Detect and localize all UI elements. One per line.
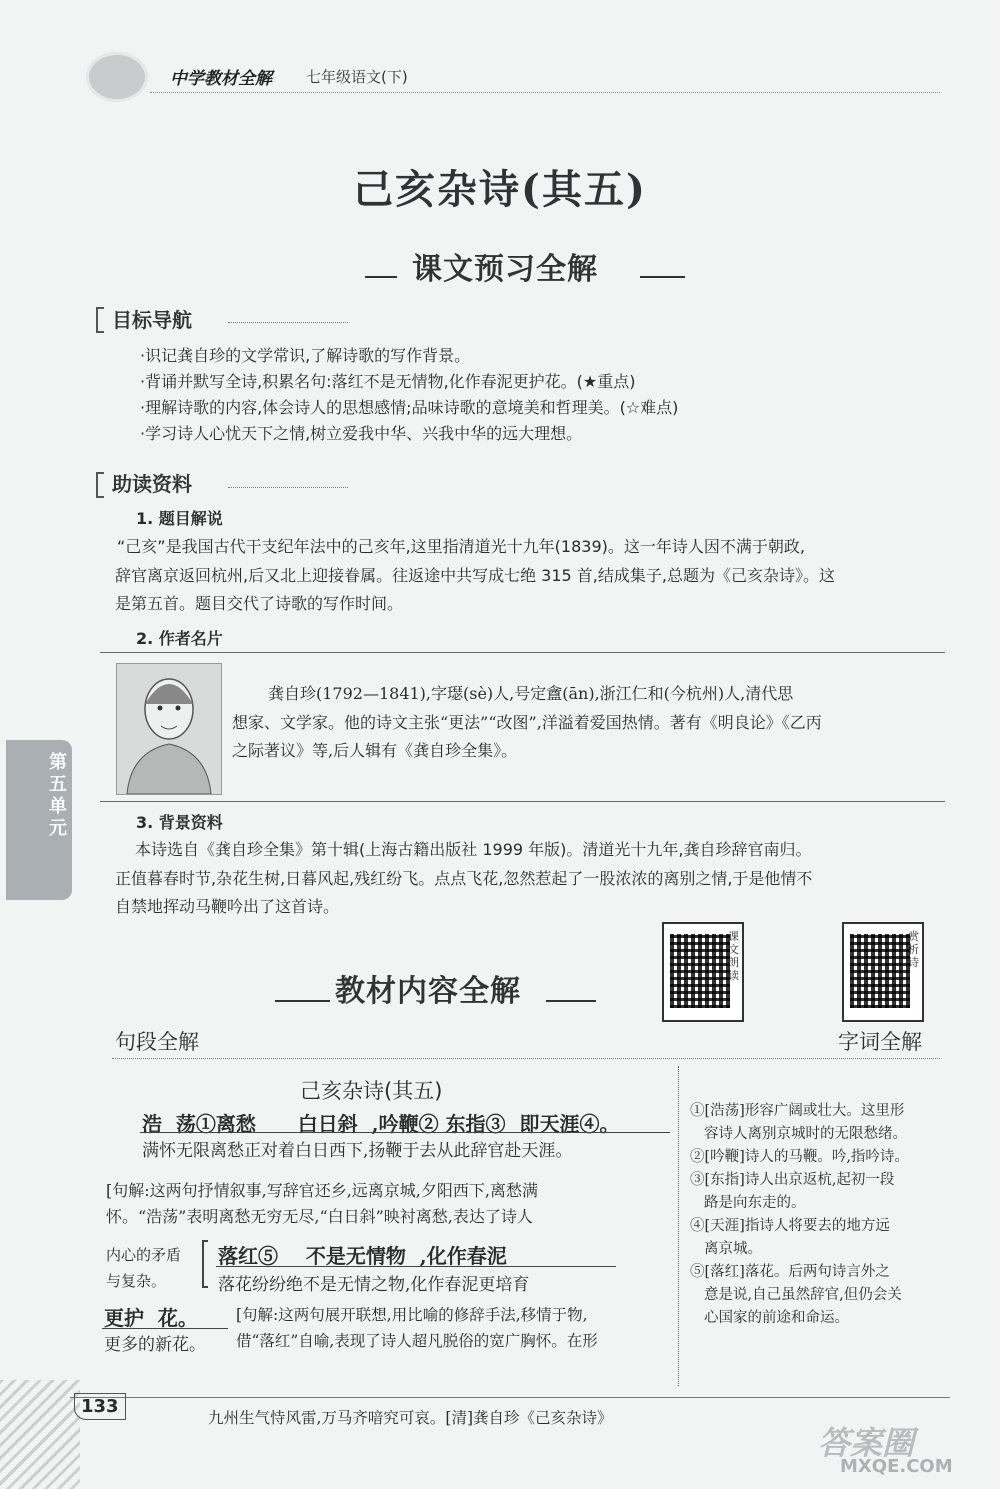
paragraph-line: 正值暮春时节,杂花生树,日暮风起,残红纷飞。点点飞花,忽然惹起了一股浓浓的离别之情,于是他情不 <box>115 868 813 888</box>
paragraph-line: 自禁地挥动马鞭吟出了这首诗。 <box>115 897 340 916</box>
note-line: 借“落红”自喻,表现了诗人超凡脱俗的宽广胸怀。在形 <box>236 1332 598 1350</box>
qr-label: 课文朗读 <box>728 930 739 982</box>
poem-line: 浩 荡①离愁 白日斜 ,吟鞭② 东指③ 即天涯④。 <box>142 1112 620 1136</box>
reading-heading: 助读资料 <box>112 472 192 496</box>
watermark-url: MXQE.COM <box>840 1456 953 1477</box>
poem-line: 更护 花。 <box>104 1306 198 1330</box>
background-info <box>115 836 955 922</box>
note-line: 怀。“浩荡”表明离愁无穷无尽,“白日斜”映衬离愁,表达了诗人 <box>106 1207 533 1226</box>
paragraph-line: 辞官离京返回杭州,后又北上迎接眷属。往返途中共写成七绝 315 首,结成集子,总题为《己亥杂诗》。这 <box>115 565 835 585</box>
page-number: 133 <box>74 1393 126 1420</box>
paragraph-line: 是第五首。题目交代了诗歌的写作时间。 <box>115 594 404 613</box>
word-note-line: ⑤[落红]落花。后两句诗言外之 <box>690 1264 890 1280</box>
poem-underline <box>102 1328 228 1329</box>
word-note-line: 容诗人离别京城时的无限愁绪。 <box>704 1126 907 1142</box>
note-line: [句解:这两句展开联想,用比喻的修辞手法,移情于物, <box>236 1306 588 1324</box>
section-deco-right <box>640 276 685 278</box>
word-note-line: 心国家的前途和命运。 <box>704 1310 849 1326</box>
word-note-line: ④[天涯]指诗人将要去的地方远 <box>690 1218 890 1234</box>
bio-line: 之际著议》等,后人辑有《龚自珍全集》。 <box>232 741 518 760</box>
poem-underline <box>216 1266 616 1267</box>
qr-pattern-icon <box>850 934 910 1008</box>
note-bracket-icon <box>202 1240 208 1288</box>
section-title-preview: 课文预习全解 <box>412 252 598 287</box>
qr-code-appreciation[interactable] <box>842 922 924 1022</box>
unit-label: 第五单元 <box>49 752 67 839</box>
subsection-divider <box>112 1058 940 1059</box>
word-note-line: ①[浩荡]形容广阔或壮大。这里形 <box>690 1103 905 1119</box>
sentence-note-1 <box>106 1178 676 1230</box>
section-deco-right <box>546 1000 596 1002</box>
goal-item: ·识记龚自珍的文学常识,了解诗歌的写作背景。 <box>140 346 471 365</box>
qr-label: 赏析诗 <box>908 930 919 969</box>
book-title: 中学教材全解 <box>170 69 272 89</box>
book-subtitle: 七年级语文(下) <box>306 68 408 86</box>
paragraph-line: “己亥”是我国古代干支纪年法中的己亥年,这里指清道光十九年(1839)。这一年诗人因不满于朝政, <box>117 537 805 556</box>
title-explanation <box>115 533 955 619</box>
poem-title: 己亥杂诗(其五) <box>300 1079 443 1103</box>
poem-translation: 落花纷纷绝不是无情之物,化作春泥更培育 <box>218 1275 530 1295</box>
note-line: 与复杂。 <box>106 1272 167 1290</box>
author-bio <box>232 680 948 766</box>
section-deco-left <box>365 276 397 278</box>
goals-list <box>140 343 900 447</box>
goal-item: ·背诵并默写全诗,积累名句:落红不是无情物,化作春泥更护花。(★重点) <box>140 372 636 391</box>
section-deco-left <box>275 1000 330 1002</box>
goals-heading-line <box>228 322 348 323</box>
word-note-line: 路是向东走的。 <box>704 1195 806 1211</box>
word-notes <box>690 1100 956 1330</box>
subsection-title: 3. 背景资料 <box>136 813 223 832</box>
qr-pattern-icon <box>670 934 730 1008</box>
column-divider <box>678 1066 679 1386</box>
word-note-line: 意是说,自己虽然辞官,但仍会关 <box>704 1287 902 1303</box>
book-emblem-icon <box>86 52 148 102</box>
author-portrait <box>116 663 222 795</box>
poem-underline <box>140 1132 670 1133</box>
word-note-line: 离京城。 <box>704 1241 762 1257</box>
footer-divider <box>70 1397 950 1398</box>
goal-item: ·理解诗歌的内容,体会诗人的思想感情;品味诗歌的意境美和哲理美。(☆难点) <box>140 398 679 417</box>
heading-bracket-icon <box>96 472 104 498</box>
word-analysis-label: 字词全解 <box>838 1030 922 1054</box>
subsection-title: 1. 题目解说 <box>136 509 223 528</box>
note-line: [句解:这两句抒情叙事,写辞官还乡,远离京城,夕阳西下,离愁满 <box>106 1181 538 1200</box>
word-note-line: ②[吟鞭]诗人的马鞭。吟,指吟诗。 <box>690 1149 909 1165</box>
poem-translation: 更多的新花。 <box>104 1335 206 1355</box>
bio-line: 想家、文学家。他的诗文主张“更法”“改图”,洋溢着爱国热情。著有《明良论》《乙丙 <box>232 712 822 732</box>
heading-bracket-icon <box>96 307 104 333</box>
reading-heading-line <box>228 487 348 488</box>
watermark-logo: 答案圈 <box>818 1424 915 1462</box>
page-title: 己亥杂诗(其五) <box>353 166 647 213</box>
sentence-analysis-label: 句段全解 <box>115 1030 199 1054</box>
bio-line: 龚自珍(1792—1841),字璱(sè)人,号定盦(ān),浙江仁和(今杭州)人,清代思 <box>268 684 794 703</box>
goal-item: ·学习诗人心忧天下之情,树立爱我中华、兴我中华的远大理想。 <box>140 424 583 443</box>
poem-translation: 满怀无限离愁正对着白日西下,扬鞭于去从此辞官赴天涯。 <box>142 1141 573 1161</box>
footer-quote: 九州生气恃风雷,万马齐喑究可哀。[清]龚自珍《己亥杂诗》 <box>208 1409 613 1427</box>
note-line: 内心的矛盾 <box>106 1246 182 1264</box>
portrait-figure-icon <box>117 664 221 794</box>
sentence-note-2 <box>236 1302 676 1354</box>
poem-line: 落红⑤ 不是无情物 ,化作春泥 <box>218 1244 507 1268</box>
section-title-content: 教材内容全解 <box>335 974 521 1009</box>
header-divider <box>150 92 940 93</box>
subsection-title: 2. 作者名片 <box>136 629 223 648</box>
goals-heading: 目标导航 <box>112 308 192 332</box>
paragraph-line: 本诗选自《龚自珍全集》第十辑(上海古籍出版社 1999 年版)。清道光十九年,龚自珍辞官南归。 <box>135 840 812 859</box>
corner-decoration <box>0 1380 80 1489</box>
qr-code-reading[interactable] <box>662 922 744 1022</box>
word-note-line: ③[东指]诗人出京返杭,起初一段 <box>690 1172 895 1188</box>
